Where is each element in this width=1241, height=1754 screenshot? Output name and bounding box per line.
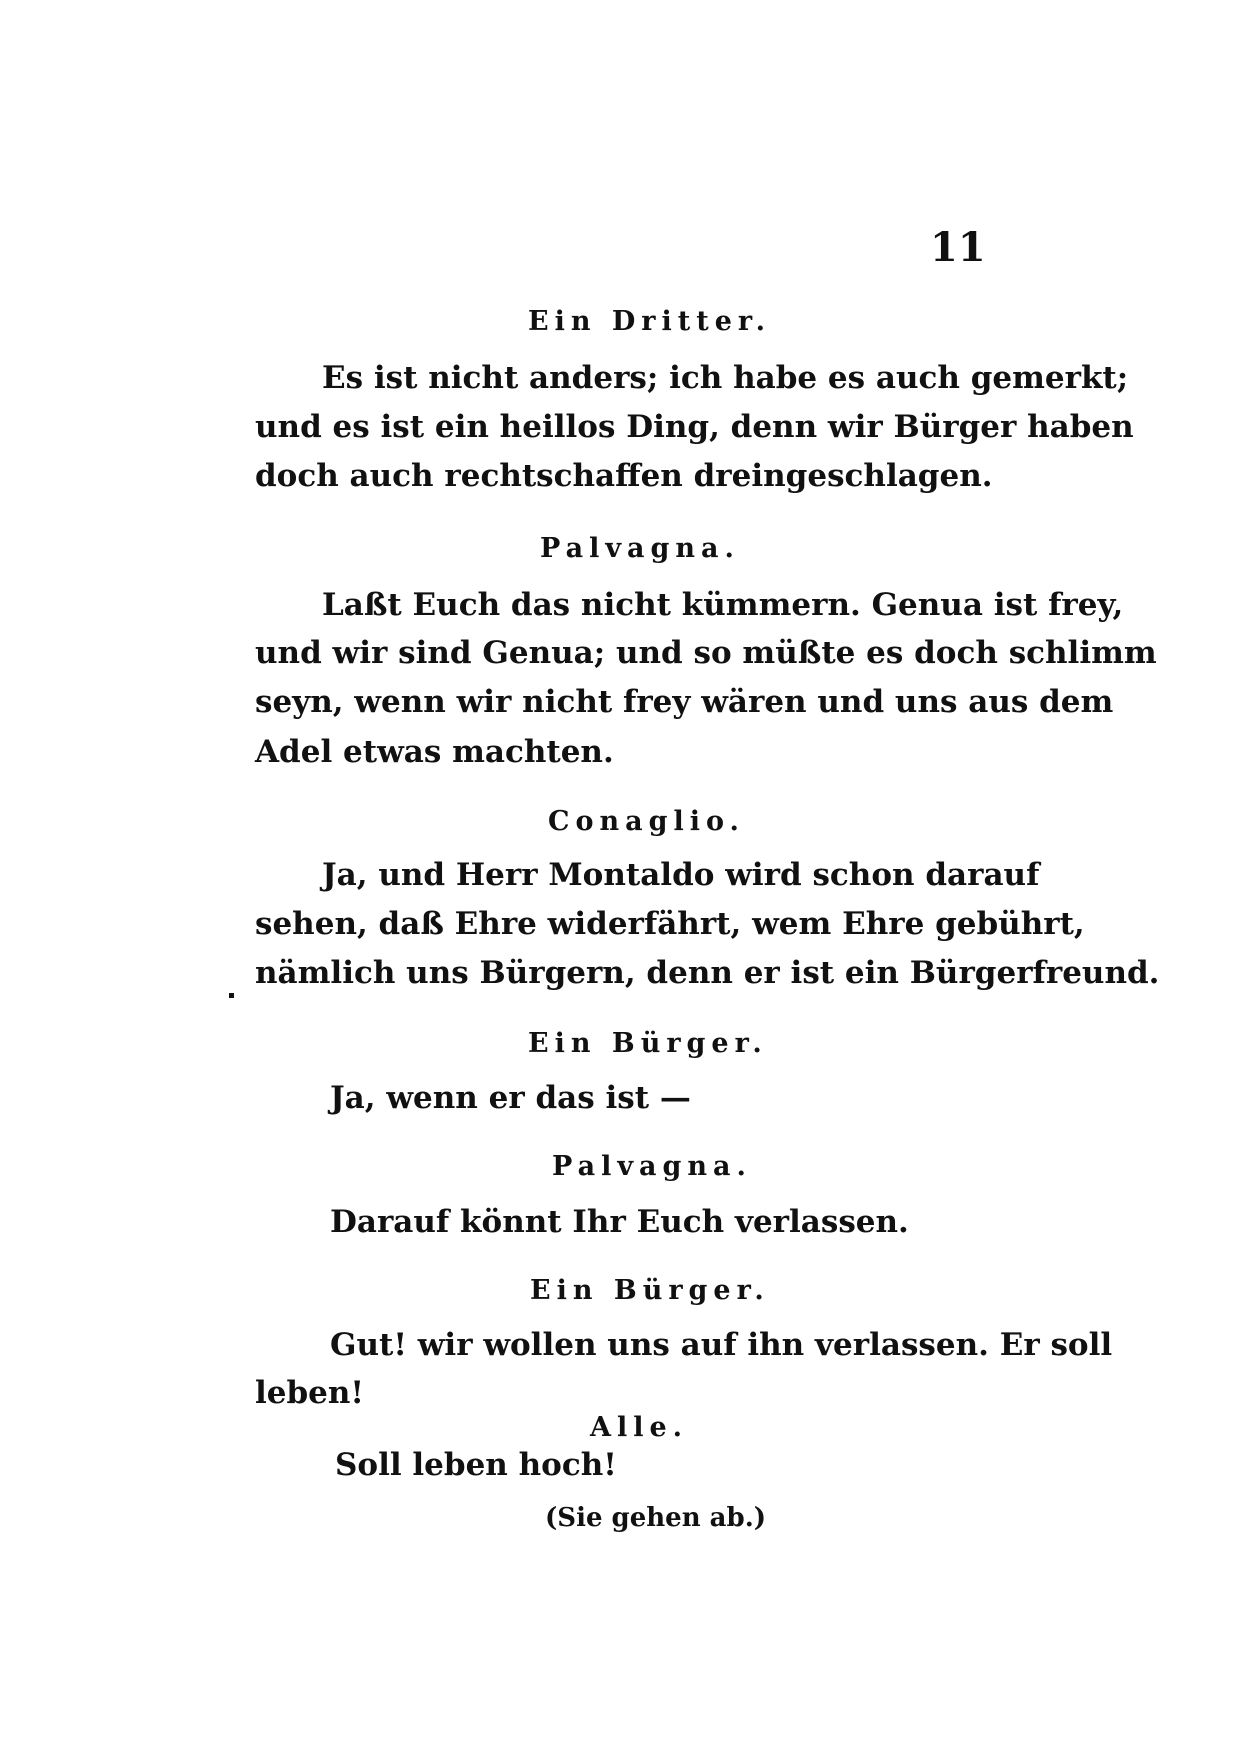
dialogue-line: und es ist ein heillos Ding, denn wir Bürger haben xyxy=(255,409,1134,445)
dialogue-line: Ja, wenn er das ist — xyxy=(330,1080,691,1116)
speaker-name: Ein Bürger. xyxy=(528,1028,768,1059)
speaker-name: Palvagna. xyxy=(540,533,740,564)
page-number: 11 xyxy=(930,224,986,271)
speaker-name: Alle. xyxy=(590,1412,689,1443)
dialogue-line: sehen, daß Ehre widerfährt, wem Ehre gebührt, xyxy=(255,906,1085,942)
dialogue-line: nämlich uns Bürgern, denn er ist ein Bürgerfreund. xyxy=(255,955,1160,991)
dialogue-line: Adel etwas machten. xyxy=(255,734,614,770)
dialogue-line: seyn, wenn wir nicht frey wären und uns aus dem xyxy=(255,684,1114,720)
speaker-name: Ein Bürger. xyxy=(530,1275,770,1306)
stage-direction: (Sie gehen ab.) xyxy=(545,1503,767,1533)
dialogue-line: Ja, und Herr Montaldo wird schon darauf xyxy=(322,857,1040,893)
speaker-name: Palvagna. xyxy=(552,1151,752,1182)
dialogue-line: Darauf könnt Ihr Euch verlassen. xyxy=(330,1204,909,1240)
speaker-name: Ein Dritter. xyxy=(528,306,772,337)
dialogue-line: leben! xyxy=(255,1375,365,1411)
print-speck xyxy=(229,993,234,998)
dialogue-line: Soll leben hoch! xyxy=(335,1447,617,1483)
dialogue-line: Laßt Euch das nicht kümmern. Genua ist frey, xyxy=(322,587,1124,623)
dialogue-line: Gut! wir wollen uns auf ihn verlassen. Er soll xyxy=(330,1327,1113,1363)
dialogue-line: Es ist nicht anders; ich habe es auch gemerkt; xyxy=(322,360,1129,396)
dialogue-line: doch auch rechtschaffen dreingeschlagen. xyxy=(255,458,993,494)
speaker-name: Conaglio. xyxy=(548,806,745,837)
dialogue-line: und wir sind Genua; und so müßte es doch schlimm xyxy=(255,635,1157,671)
